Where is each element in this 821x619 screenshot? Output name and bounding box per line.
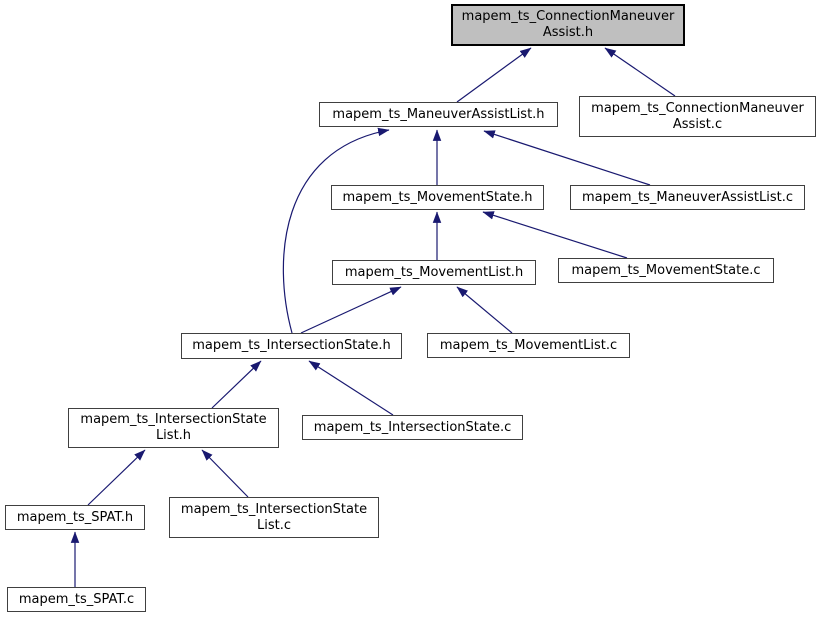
graph-node-intersectionstate-h[interactable] [181,333,402,359]
graph-node-movementlist-c[interactable] [427,333,630,358]
edge-intersectionstatelist-h-to-intersectionstate-h [212,361,261,408]
node-label-spat-h-line1: mapem_ts_SPAT.h [16,509,134,525]
edge-intersectionstate-h-to-maneuverassistlist-h [283,130,389,333]
node-label-intersectionstate-h-line1: mapem_ts_IntersectionState.h [192,338,391,353]
edge-intersectionstate-h-to-movementlist-h [301,287,401,333]
graph-node-spat-h[interactable] [5,505,145,530]
edge-connectionmaneuverassist-c-to-connectionmaneuverassist-h [605,48,675,96]
node-label-intersectionstatelist-h-line2: List.h [155,428,192,443]
edge-movementlist-c-to-movementlist-h [457,287,512,333]
graph-node-intersectionstatelist-h[interactable] [68,408,279,448]
graph-node-maneuverassistlist-c[interactable] [570,185,805,210]
node-label-movementstate-c-line1: mapem_ts_MovementState.c [571,262,761,278]
node-label-movementlist-c-line1: mapem_ts_MovementList.c [439,337,618,353]
node-label-intersectionstatelist-c-line1: mapem_ts_IntersectionState [180,501,368,517]
graph-node-intersectionstate-c[interactable] [302,415,523,440]
node-label-connectionmaneuverassist-h-line1: mapem_ts_ConnectionManeuver [461,9,675,24]
graph-node-intersectionstatelist-c[interactable] [169,497,379,538]
graph-node-movementstate-c[interactable] [558,258,774,283]
graph-node-connectionmaneuverassist-h[interactable] [451,4,685,46]
node-label-connectionmaneuverassist-c-line2: Assist.c [672,116,723,132]
node-label-intersectionstatelist-h-line1: mapem_ts_IntersectionState [80,412,267,427]
edge-maneuverassistlist-c-to-maneuverassistlist-h [484,131,650,185]
node-label-intersectionstate-c-line1: mapem_ts_IntersectionState.c [313,419,512,435]
graph-node-spat-c[interactable] [7,587,146,612]
node-label-movementstate-h-line1: mapem_ts_MovementState.h [342,189,533,205]
edge-intersectionstatelist-c-to-intersectionstatelist-h [202,450,248,497]
edge-movementstate-c-to-movementstate-h [483,212,627,258]
node-label-connectionmaneuverassist-h-line2: Assist.h [542,25,594,40]
node-label-spat-c-line1: mapem_ts_SPAT.c [18,591,135,607]
graph-node-movementlist-h[interactable] [332,260,536,285]
graph-node-movementstate-h[interactable] [331,185,544,210]
graph-node-maneuverassistlist-h[interactable] [319,102,558,127]
node-label-maneuverassistlist-c-line1: mapem_ts_ManeuverAssistList.c [581,189,794,205]
node-label-movementlist-h-line1: mapem_ts_MovementList.h [344,264,524,280]
edge-spat-h-to-intersectionstatelist-h [88,450,145,505]
edge-intersectionstate-c-to-intersectionstate-h [309,361,393,415]
node-label-maneuverassistlist-h-line1: mapem_ts_ManeuverAssistList.h [332,106,545,122]
graph-node-connectionmaneuverassist-c[interactable] [579,96,816,137]
edge-maneuverassistlist-h-to-connectionmaneuverassist-h [457,48,531,102]
node-label-connectionmaneuverassist-c-line1: mapem_ts_ConnectionManeuver [591,100,804,116]
node-label-intersectionstatelist-c-line2: List.c [256,517,291,533]
